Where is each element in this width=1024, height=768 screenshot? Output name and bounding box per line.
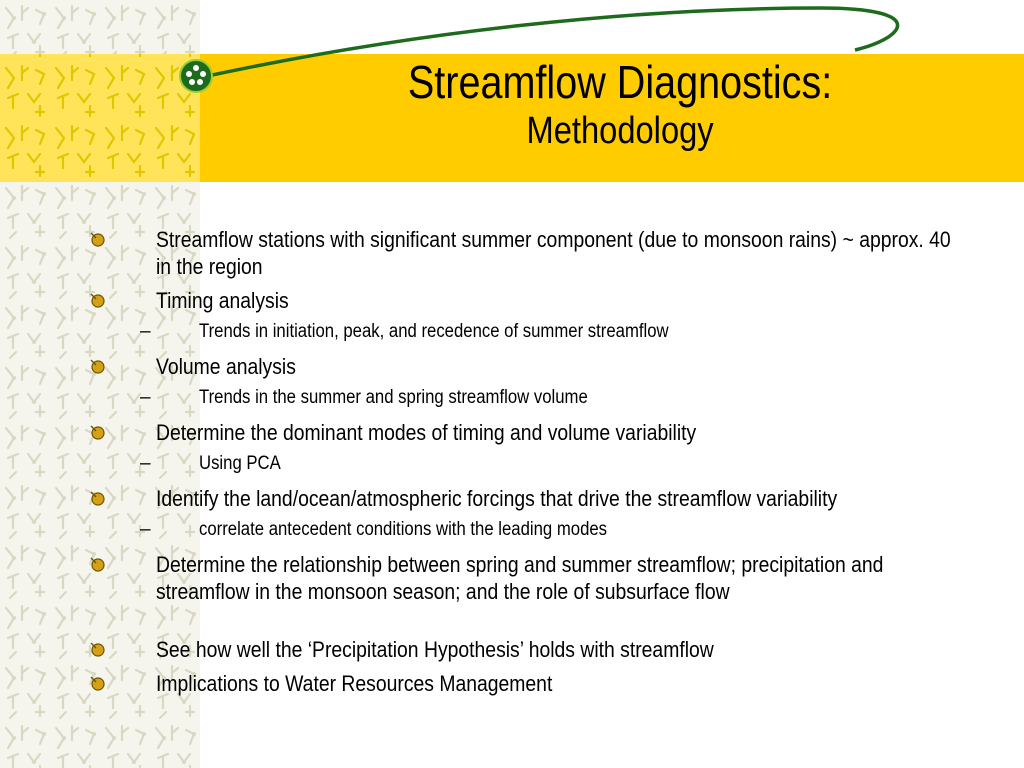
list-item: [88, 287, 1008, 314]
slide-title: Streamflow Diagnostics:: [407, 56, 833, 108]
list-item-text: Timing analysis: [156, 288, 289, 313]
list-item-text: Streamflow stations with significant summer component (due to monsoon rains) ~ approx. 40 in the region: [156, 227, 951, 279]
list-item-text: Determine the relationship between spring and summer streamflow; precipitation and streamflow in the monsoon season; and the role of subsurface flow: [156, 552, 884, 604]
list-item: [88, 419, 1008, 446]
list-subitem-text: Trends in the summer and spring streamflow volume: [199, 387, 588, 408]
list-item-text: See how well the ‘Precipitation Hypothesis’ holds with streamflow: [156, 637, 714, 662]
bullet-icon: [88, 640, 106, 658]
list-item: [88, 636, 1008, 663]
list-item: [88, 670, 1008, 697]
bullet-icon: [88, 555, 106, 573]
list-item-text: Identify the land/ocean/atmospheric forcings that drive the streamflow variability: [156, 486, 838, 511]
bullet-icon: [88, 357, 106, 375]
dash-marker: –: [140, 321, 151, 342]
slide-subtitle: Methodology: [526, 110, 714, 153]
list-subitem-text: correlate antecedent conditions with the leading modes: [199, 519, 608, 540]
dash-marker: –: [140, 519, 151, 540]
list-item: [88, 353, 1008, 380]
list-item: [88, 551, 1008, 605]
list-item-text: Determine the dominant modes of timing and volume variability: [156, 420, 697, 445]
list-subitem-text: Using PCA: [199, 453, 281, 474]
dash-marker: –: [140, 387, 151, 408]
list-item-text: Volume analysis: [156, 354, 296, 379]
list-subitem: [88, 519, 1008, 541]
list-item: [88, 485, 1008, 512]
bullet-list: [88, 226, 1008, 704]
list-subitem: [88, 387, 1008, 409]
list-subitem: [88, 453, 1008, 475]
bullet-icon: [88, 423, 106, 441]
bullet-icon: [88, 291, 106, 309]
slide-title-block: [200, 58, 1024, 152]
list-subitem: [88, 321, 1008, 343]
list-item-text: Implications to Water Resources Management: [156, 671, 553, 696]
list-subitem-text: Trends in initiation, peak, and recedence of summer streamflow: [199, 321, 669, 342]
bullet-icon: [88, 230, 106, 248]
list-item: [88, 226, 1008, 280]
dash-marker: –: [140, 453, 151, 474]
bullet-icon: [88, 674, 106, 692]
bullet-icon: [88, 489, 106, 507]
